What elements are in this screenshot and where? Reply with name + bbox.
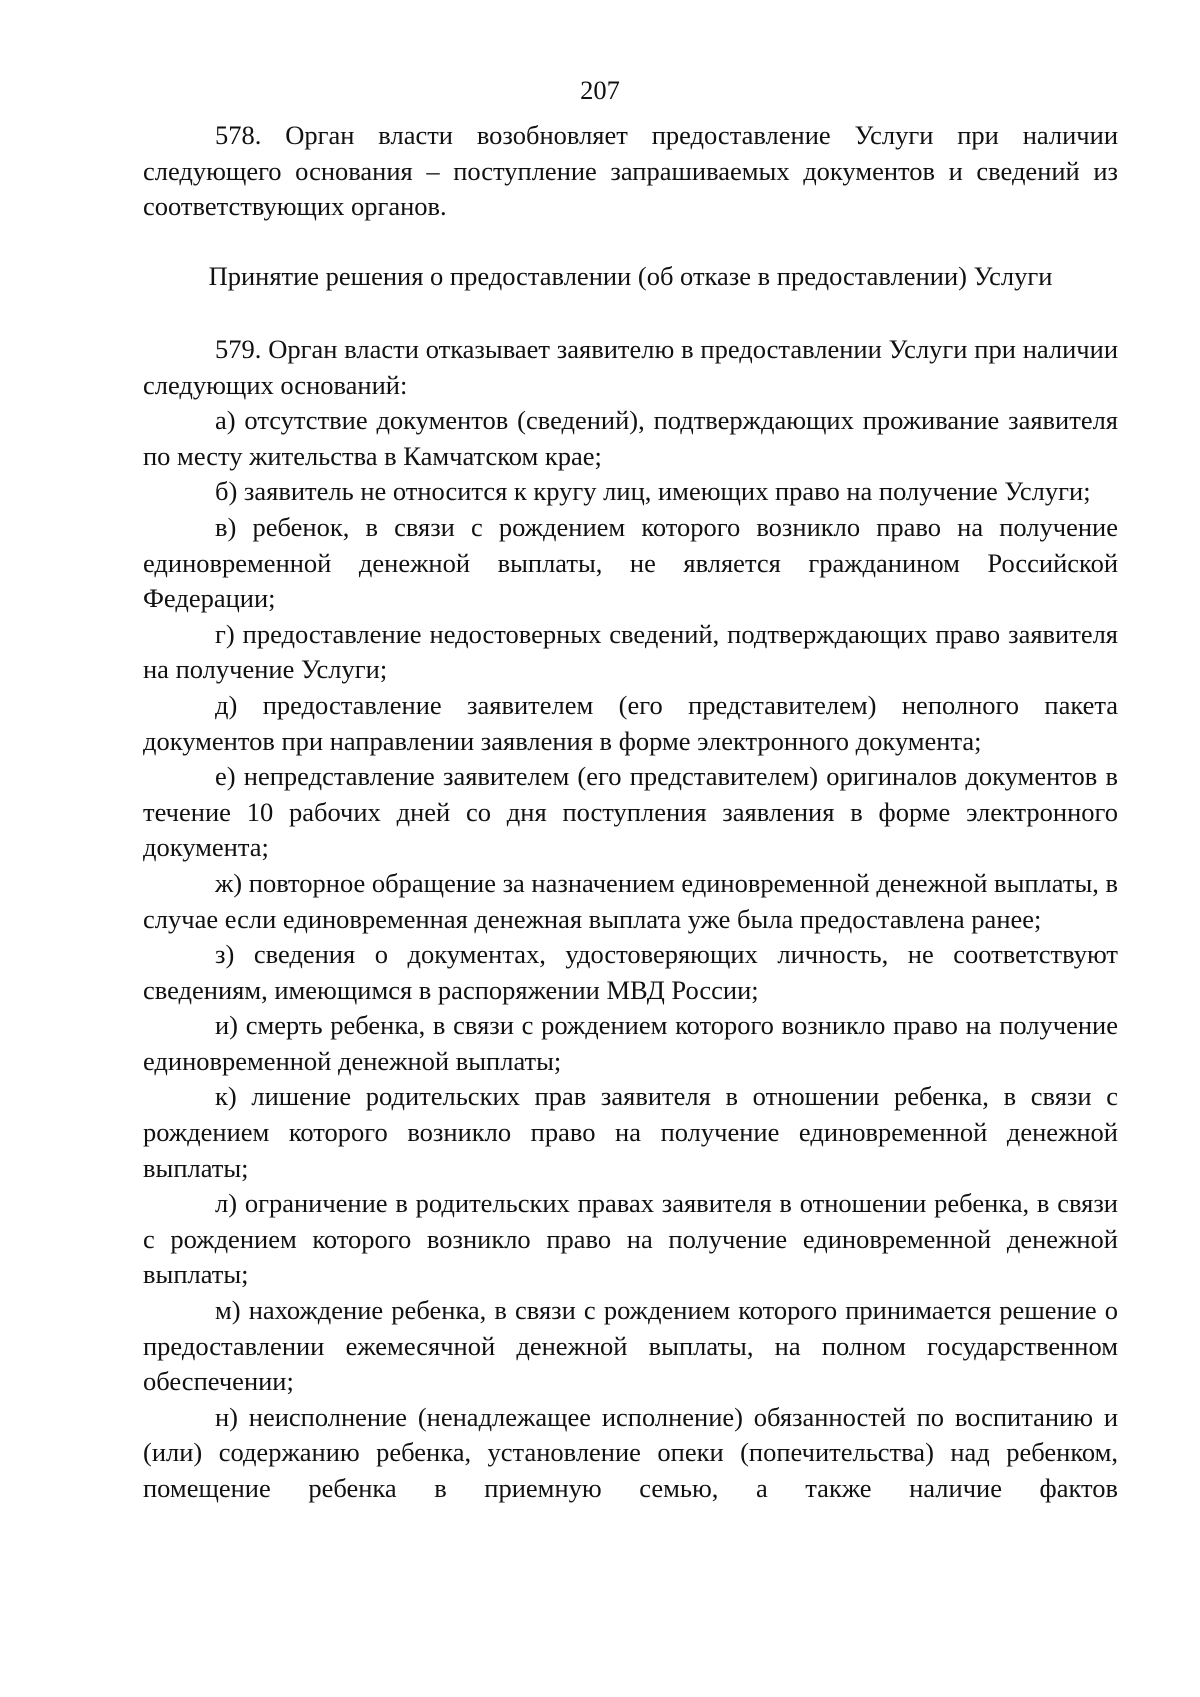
section-heading: Принятие решения о предоставлении (об отказе в предоставлении) Услуги	[208, 261, 1053, 291]
ground-item-k: к) лишение родительских прав заявителя в отношении ребенка, в связи с рождением которого возникло право на получение единовременной денежной выплаты;	[143, 1081, 1118, 1183]
ground-item-n: н) неисполнение (ненадлежащее исполнение) обязанностей по воспитанию и (или) содержанию ребенка, установление опеки (попечительства) над ребенком, помещение ребенка в приемную семью, а также наличие фактов	[143, 1401, 1118, 1503]
paragraph-579-block	[143, 332, 1118, 1507]
ground-item-zh: ж) повторное обращение за назначением единовременной денежной выплаты, в случае если единовременная денежная выплата уже была предоставлена ранее;	[143, 867, 1119, 934]
ground-item-e: е) непредставление заявителем (его представителем) оригиналов документов в течение 10 рабочих дней со дня поступления заявления в форме электронного документа;	[143, 761, 1118, 863]
ground-item-i: и) смерть ребенка, в связи с рождением которого возникло право на получение единовременной денежной выплаты;	[143, 1010, 1118, 1076]
ground-item-g: г) предоставление недостоверных сведений, подтверждающих право заявителя на получение Услуги;	[143, 618, 1118, 685]
ground-item-d: д) предоставление заявителем (его представителем) неполного пакета документов при направлении заявления в форме электронного документа;	[143, 689, 1118, 756]
paragraph-578-block	[143, 118, 1118, 225]
ground-item-a: а) отсутствие документов (сведений), подтверждающих проживание заявителя по месту жительства в Камчатском крае;	[143, 405, 1118, 471]
page-number: 207	[580, 75, 620, 105]
ground-item-l: л) ограничение в родительских правах заявителя в отношении ребенка, в связи с рождением которого возникло право на получение единовременной денежной выплаты;	[143, 1188, 1118, 1290]
paragraph-579-intro: 579. Орган власти отказывает заявителю в предоставлении Услуги при наличии следующих оснований:	[143, 334, 1118, 400]
paragraph-578: 578. Орган власти возобновляет предоставление Услуги при наличии следующего основания – поступление запрашиваемых документов и сведений из соответствующих органов.	[143, 120, 1118, 222]
ground-item-b: б) заявитель не относится к кругу лиц, имеющих право на получение Услуги;	[215, 476, 1091, 507]
ground-item-v: в) ребенок, в связи с рождением которого возникло право на получение единовременной денежной выплаты, не является гражданином Российской Федерации;	[143, 511, 1118, 614]
ground-item-m: м) нахождение ребенка, в связи с рождением которого принимается решение о предоставлении ежемесячной денежной выплаты, на полном государственном обеспечении;	[143, 1295, 1118, 1397]
ground-item-z: з) сведения о документах, удостоверяющих личность, не соответствуют сведениям, имеющимся в распоряжении МВД России;	[143, 939, 1118, 1005]
